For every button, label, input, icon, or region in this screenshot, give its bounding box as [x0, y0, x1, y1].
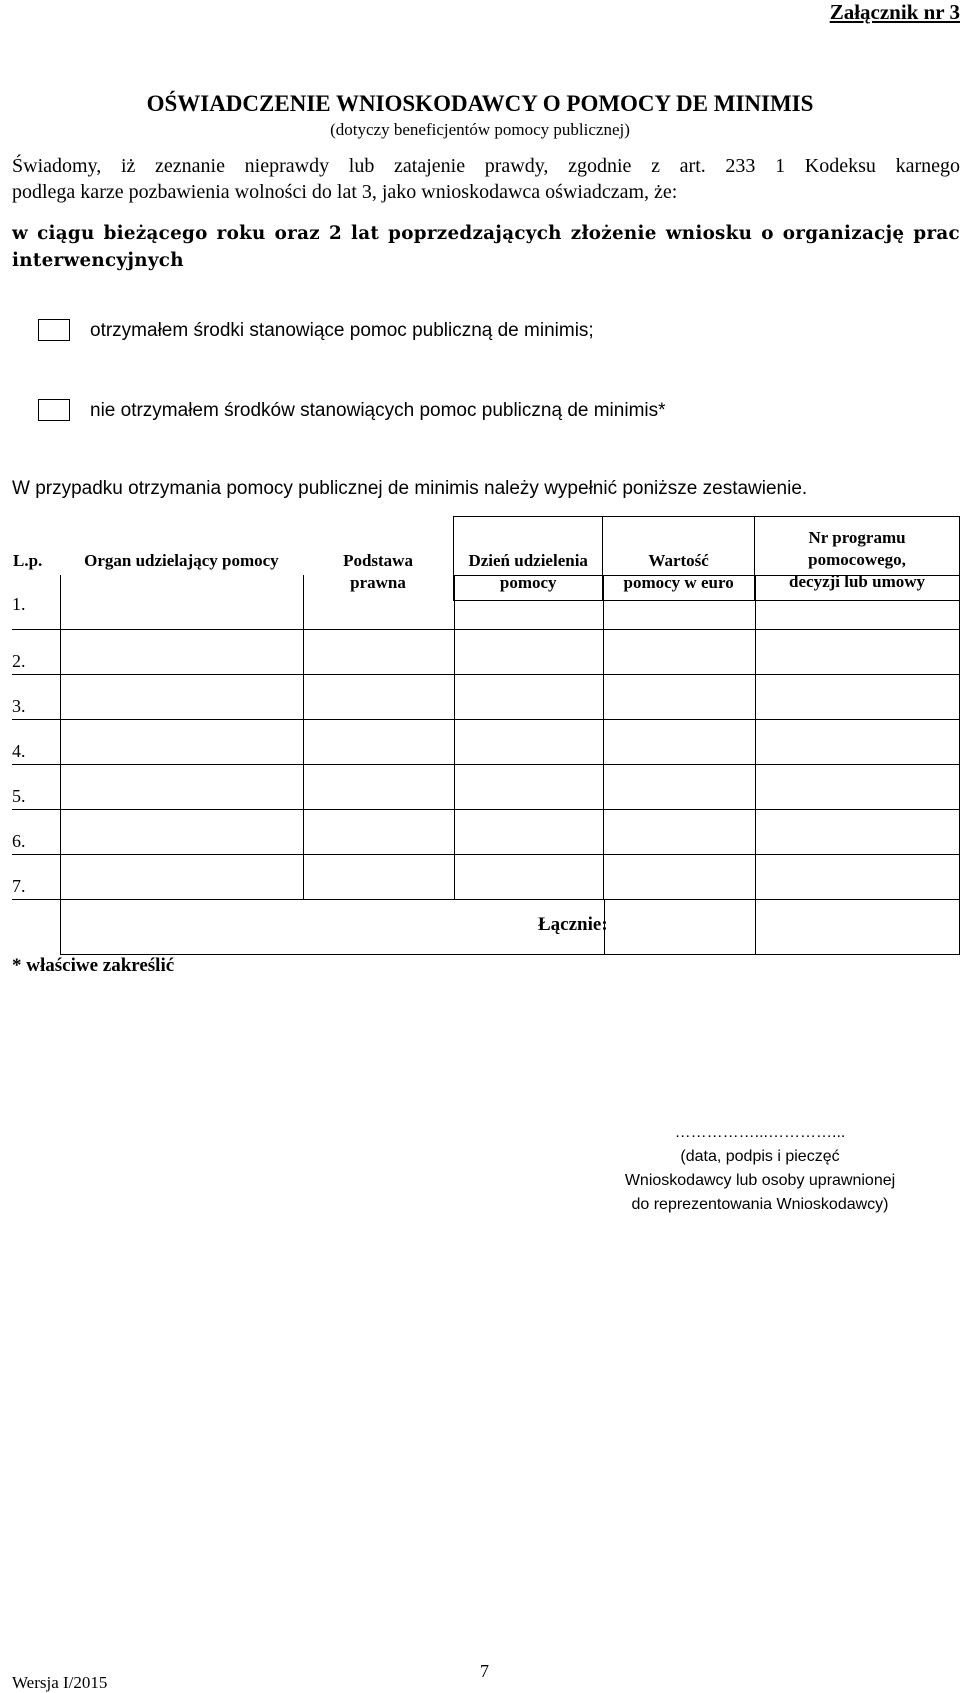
table-row: [12, 675, 960, 720]
period-line-2: interwencyjnych: [12, 250, 184, 271]
option-not-received-label: nie otrzymałem środków stanowiących pomoc publiczną de minimis*: [90, 400, 666, 421]
table-cell[interactable]: [755, 575, 960, 630]
table-cell[interactable]: [755, 855, 960, 900]
table-cell[interactable]: [454, 575, 603, 630]
row-number: 2.: [12, 651, 26, 671]
table-cell[interactable]: [60, 855, 303, 900]
table-row: [12, 810, 960, 855]
total-value-cell[interactable]: [604, 900, 756, 955]
row-number: 7.: [12, 876, 26, 896]
row-number: 1.: [12, 594, 26, 614]
table-cell[interactable]: [755, 765, 960, 810]
row-number-cell: [12, 855, 60, 900]
header-podstawa-1: Podstawa: [343, 550, 413, 570]
table-cell[interactable]: [603, 575, 755, 630]
header-nr-3: decyzji lub umowy: [789, 572, 926, 591]
page-number: 7: [480, 1661, 489, 1681]
total-row: [60, 900, 960, 955]
table-cell[interactable]: [454, 810, 603, 855]
row-number: 6.: [12, 831, 26, 851]
table-cell[interactable]: [454, 720, 603, 765]
table-cell[interactable]: [303, 810, 454, 855]
row-number-cell: [12, 765, 60, 810]
header-podstawa-2: prawna: [350, 572, 406, 592]
instruction-text: W przypadku otrzymania pomocy publicznej de minimis należy wypełnić poniższe zestawienie.: [12, 478, 808, 499]
table-cell[interactable]: [303, 855, 454, 900]
header-dzien-1: Dzień udzielenia: [468, 551, 588, 570]
header-wartosc-2: pomocy w euro: [623, 573, 734, 592]
table-cell[interactable]: [303, 765, 454, 810]
period-line-1: w ciągu bieżącego roku oraz 2 lat poprzedzających złożenie wniosku o organizację prac: [12, 223, 960, 244]
signature-line-2: Wnioskodawcy lub osoby uprawnionej: [624, 1172, 896, 1189]
table-cell[interactable]: [454, 765, 603, 810]
annex-label: Załącznik nr 3: [829, 0, 960, 24]
table-cell[interactable]: [603, 720, 755, 765]
table-cell[interactable]: [755, 810, 960, 855]
header-nr-2: pomocowego,: [808, 550, 906, 569]
total-label: Łącznie:: [538, 914, 608, 935]
header-dzien-2: pomocy: [499, 573, 557, 592]
table-cell[interactable]: [454, 675, 603, 720]
row-number: 5.: [12, 786, 26, 806]
table-cell[interactable]: [603, 675, 755, 720]
table-cell[interactable]: [303, 630, 454, 675]
table-cell[interactable]: [303, 575, 454, 630]
row-number-cell: [12, 575, 60, 630]
table-cell[interactable]: [454, 855, 603, 900]
table-row: [12, 765, 960, 810]
row-number-cell: [12, 810, 60, 855]
table-row: [12, 575, 960, 630]
table-row: [12, 630, 960, 675]
signature-line-3: do reprezentowania Wnioskodawcy): [631, 1196, 889, 1213]
table-cell[interactable]: [603, 630, 755, 675]
table-cell[interactable]: [755, 630, 960, 675]
table-cell[interactable]: [60, 630, 303, 675]
period-paragraph: [12, 220, 960, 274]
signature-block: [560, 1121, 960, 1217]
signature-line-1: (data, podpis i pieczęć: [680, 1148, 840, 1165]
row-number: 3.: [12, 696, 26, 716]
table-cell[interactable]: [60, 720, 303, 765]
document-title: OŚWIADCZENIE WNIOSKODAWCY O POMOCY DE MINIMIS: [146, 91, 814, 116]
document-subtitle: (dotyczy beneficjentów pomocy publicznej): [330, 120, 630, 139]
table-row: [12, 855, 960, 900]
row-number-cell: [12, 720, 60, 765]
header-nr-1: Nr programu: [808, 528, 906, 547]
table-cell[interactable]: [60, 675, 303, 720]
table-cell[interactable]: [603, 765, 755, 810]
table-cell[interactable]: [60, 810, 303, 855]
table-cell[interactable]: [755, 720, 960, 765]
header-lp: L.p.: [13, 550, 43, 570]
option-received-label: otrzymałem środki stanowiące pomoc publiczną de minimis;: [90, 320, 594, 341]
table-cell[interactable]: [60, 575, 303, 630]
declaration-line-1: Świadomy, iż zeznanie nieprawdy lub zatajenie prawdy, zgodnie z art. 233 1 Kodeksu karnego: [12, 155, 960, 177]
row-number-cell: [12, 675, 60, 720]
declaration-paragraph: [12, 153, 960, 205]
checkbox-received[interactable]: [38, 319, 70, 341]
table-cell[interactable]: [303, 675, 454, 720]
table-cell[interactable]: [603, 810, 755, 855]
row-number: 4.: [12, 741, 26, 761]
footnote: * właściwe zakreślić: [12, 955, 175, 976]
signature-dots: ……………...…………...: [674, 1124, 846, 1141]
declaration-line-2: podlega karze pozbawienia wolności do lat 3, jako wnioskodawca oświadczam, że:: [12, 181, 678, 203]
checkbox-not-received[interactable]: [38, 399, 70, 421]
table-cell[interactable]: [60, 765, 303, 810]
table-cell[interactable]: [755, 675, 960, 720]
table-cell[interactable]: [454, 630, 603, 675]
header-organ: Organ udzielający pomocy: [84, 550, 279, 570]
version-label: Wersja I/2015: [12, 1673, 108, 1692]
table-cell[interactable]: [303, 720, 454, 765]
table-cell[interactable]: [603, 855, 755, 900]
table-row: [12, 720, 960, 765]
row-number-cell: [12, 630, 60, 675]
header-wartosc-1: Wartość: [648, 551, 709, 570]
